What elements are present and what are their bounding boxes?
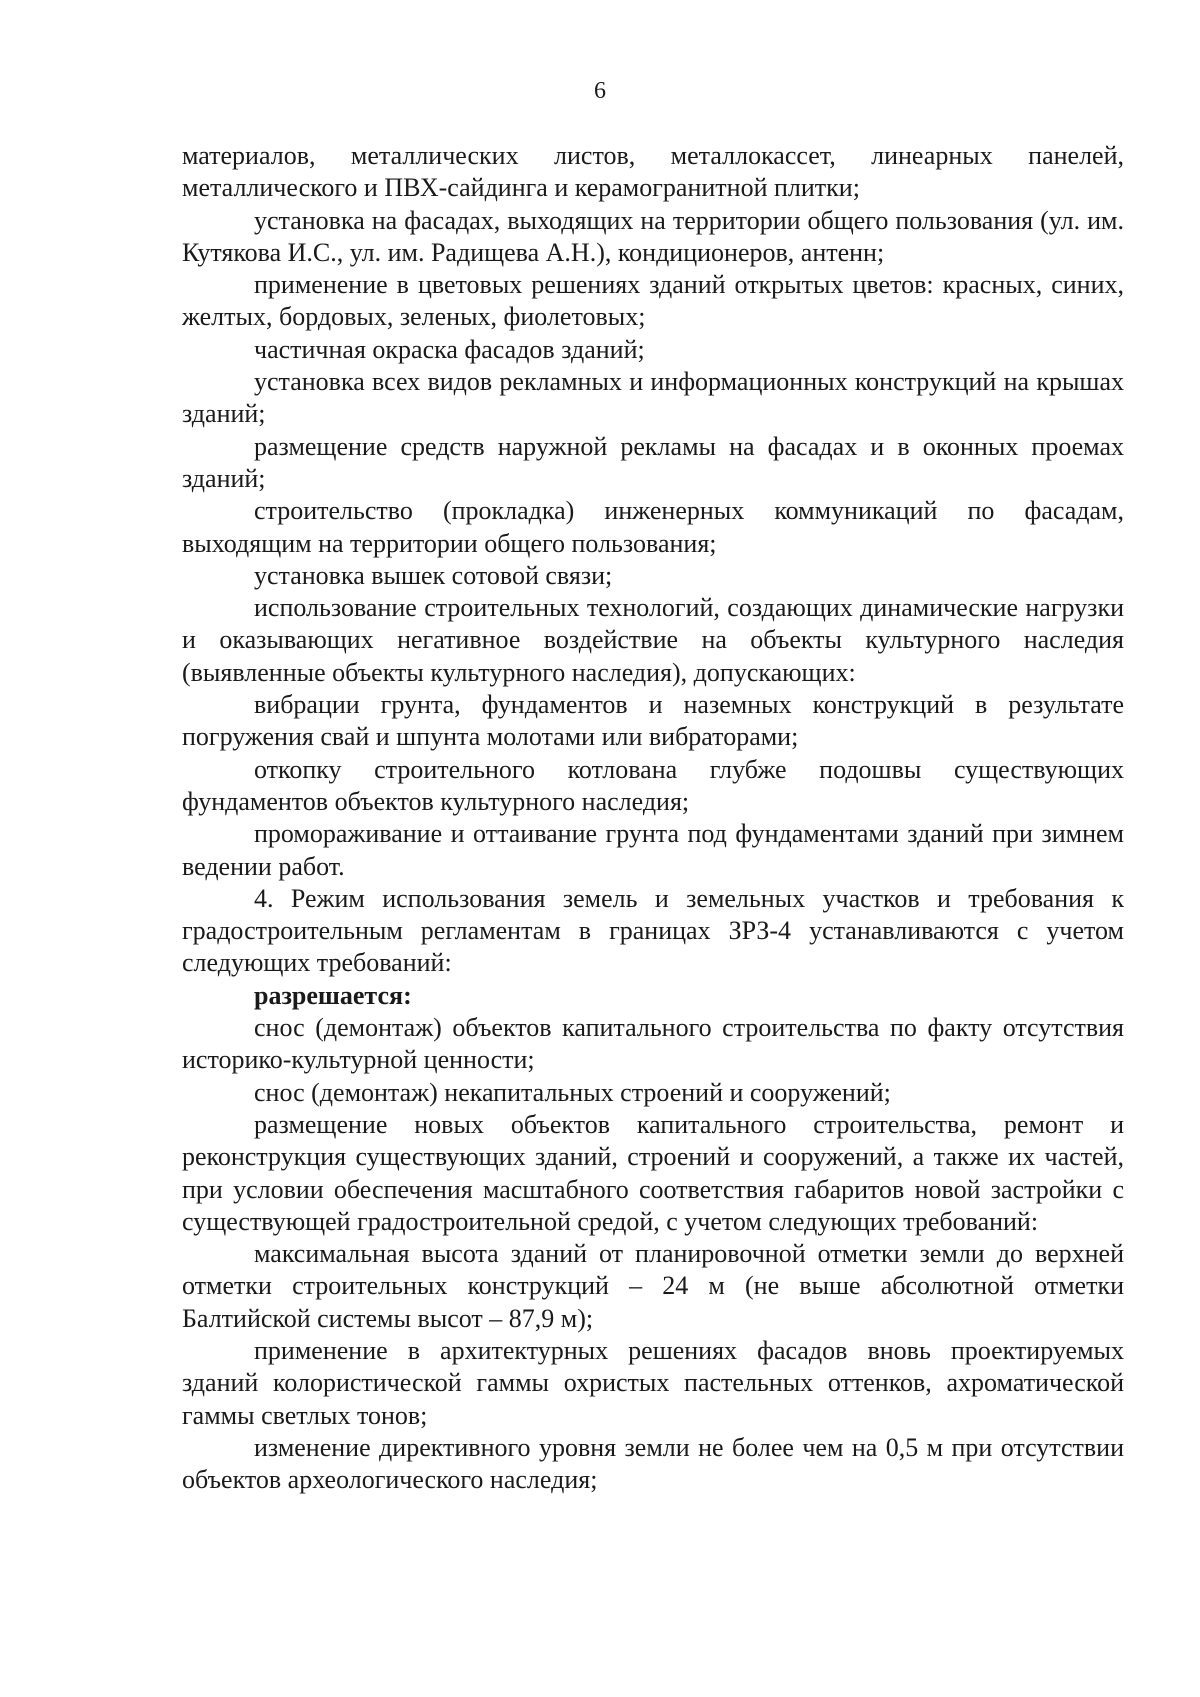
page-number: 6 (594, 78, 606, 104)
paragraph-cell-towers: установка вышек сотовой связи; (254, 560, 613, 590)
document-body (182, 140, 1124, 1496)
paragraph-ground-level: изменение директивного уровня земли не более чем на 0,5 м при отсутствии объектов археологического наследия; (182, 1432, 1124, 1495)
paragraph-demolition-noncapital: снос (демонтаж) некапитальных строений и сооружений; (254, 1077, 891, 1107)
heading-permitted: разрешается: (254, 980, 412, 1010)
paragraph-roof-advertising: установка всех видов рекламных и информационных конструкций на крышах зданий; (182, 367, 1124, 429)
paragraph-new-construction: размещение новых объектов капитального строительства, ремонт и реконструкция существующих зданий, строений и сооружений, а также их частей, при условии обеспечения масштабного соответствия габаритов новой застройки с существующей градостроительной средой, с учетом следующих требований: (182, 1109, 1124, 1236)
paragraph-materials: материалов, металлических листов, металлокассет, линеарных панелей, металлического и ПВХ-сайдинга и керамогранитной плитки; (182, 141, 1124, 203)
paragraph-dynamic-loads: использование строительных технологий, создающих динамические нагрузки и оказывающих негативное воздействие на объекты культурного наследия (выявленные объекты культурного наследия), допускающих: (182, 593, 1124, 687)
paragraph-freezing: промораживание и оттаивание грунта под фундаментами зданий при зимнем ведении работ. (182, 819, 1124, 881)
paragraph-utilities: строительство (прокладка) инженерных коммуникаций по фасадам, выходящим на территории общего пользования; (182, 496, 1124, 558)
paragraph-demolition-capital: снос (демонтаж) объектов капитального строительства по факту отсутствия историко-культурной ценности; (182, 1013, 1124, 1075)
paragraph-max-height: максимальная высота зданий от планировочной отметки земли до верхней отметки строительных конструкций – 24 м (не выше абсолютной отметки Балтийской системы высот – 87,9 м); (182, 1239, 1124, 1333)
paragraph-open-colors: применение в цветовых решениях зданий открытых цветов: красных, синих, желтых, бордовых, зеленых, фиолетовых; (182, 270, 1124, 332)
paragraph-partial-painting: частичная окраска фасадов зданий; (254, 334, 645, 364)
paragraph-vibration: вибрации грунта, фундаментов и наземных конструкций в результате погружения свай и шпунта молотами или вибраторами; (182, 690, 1124, 752)
paragraph-air-conditioners: установка на фасадах, выходящих на территории общего пользования (ул. им. Кутякова И.С., ул. им. Радищева А.Н.), кондиционеров, антенн; (182, 205, 1124, 267)
paragraph-outdoor-advertising: размещение средств наружной рекламы на фасадах и в оконных проемах зданий; (182, 431, 1124, 493)
paragraph-color-scheme: применение в архитектурных решениях фасадов вновь проектируемых зданий колористической гаммы охристых пастельных оттенков, ахроматической гаммы светлых тонов; (182, 1335, 1124, 1430)
paragraph-excavation: откопку строительного котлована глубже подошвы существующих фундаментов объектов культурного наследия; (182, 754, 1124, 816)
paragraph-section-4: 4. Режим использования земель и земельных участков и требования к градостроительным регламентам в границах ЗРЗ-4 устанавливаются с учетом следующих требований: (182, 883, 1124, 978)
